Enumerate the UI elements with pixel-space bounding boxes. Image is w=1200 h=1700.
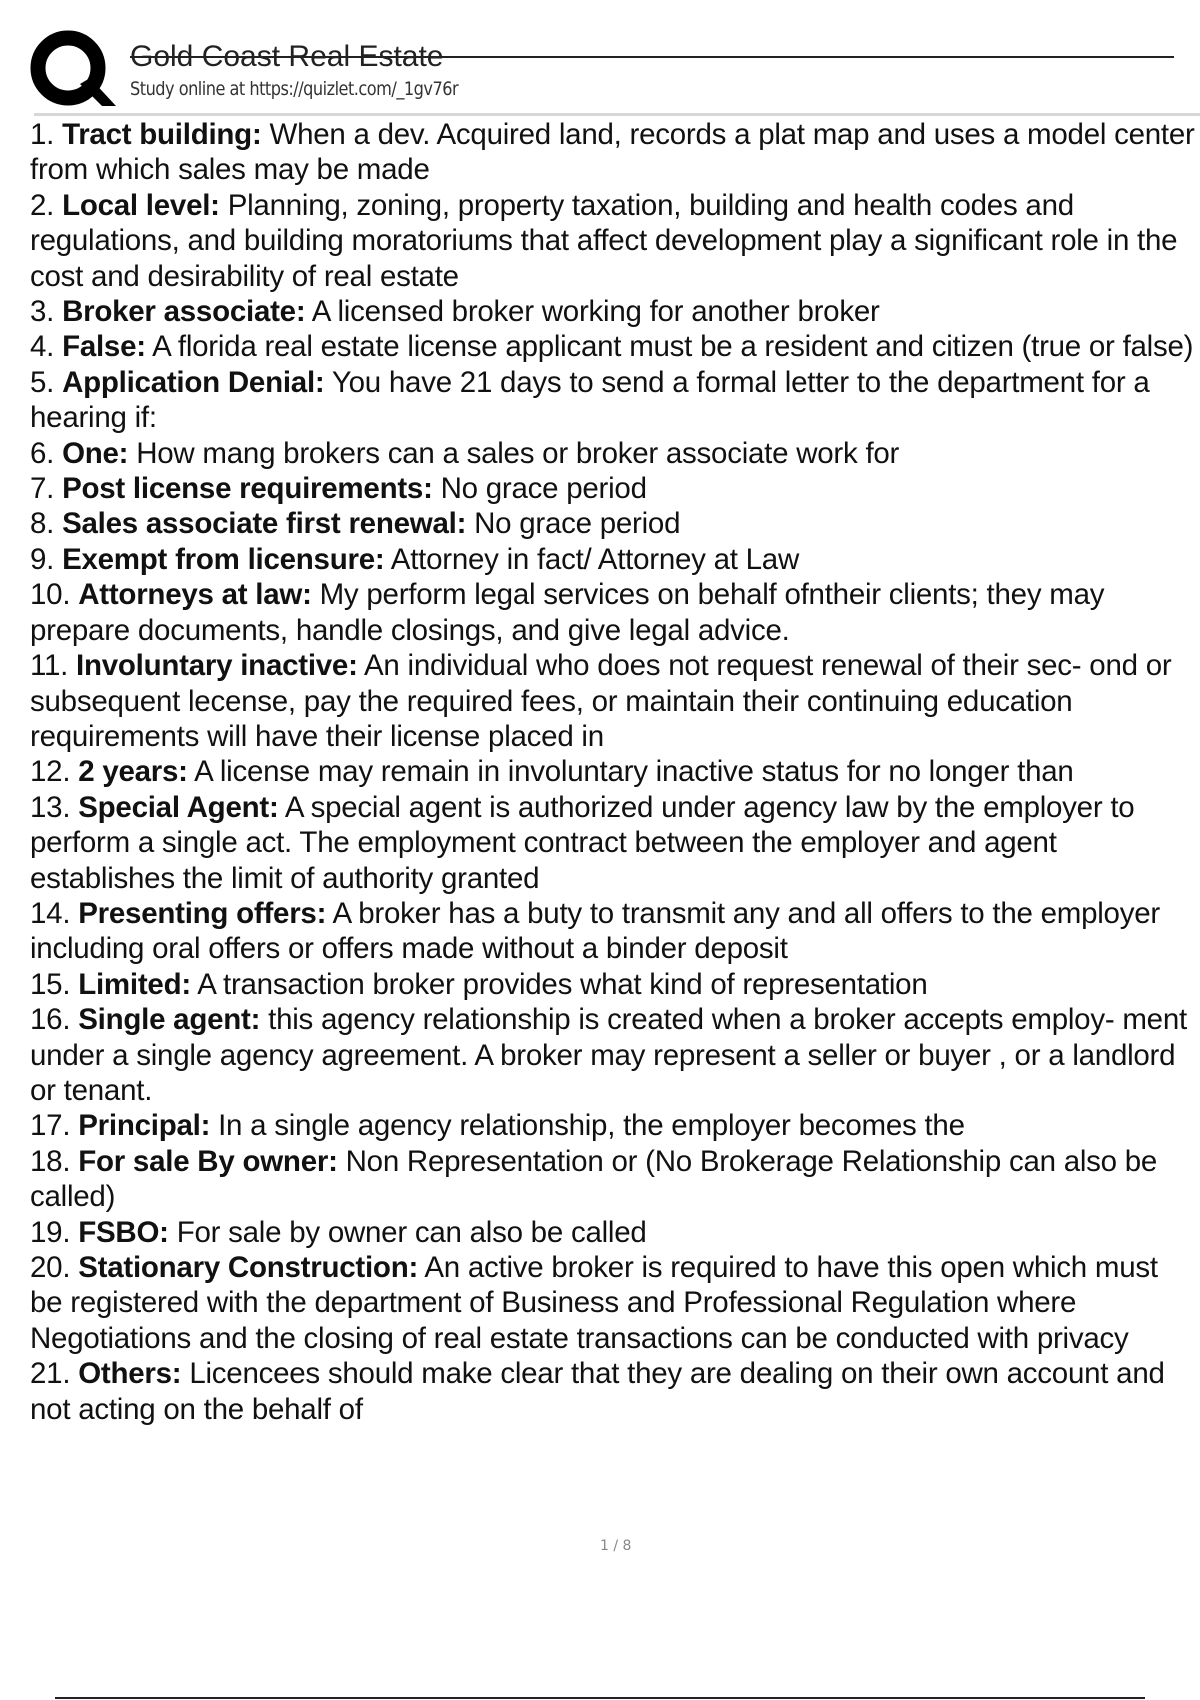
list-item <box>30 117 1198 188</box>
item-number: 5. <box>30 365 55 399</box>
list-item <box>30 1356 1198 1427</box>
item-number: 2. <box>30 188 55 222</box>
item-term: Exempt from licensure: <box>62 542 385 576</box>
item-number: 17. <box>30 1109 71 1143</box>
item-term: Sales associate first renewal: <box>62 507 467 541</box>
item-term: 2 years: <box>78 755 188 789</box>
item-definition: A license may remain in involuntary inactive status for no longer than <box>194 755 1074 789</box>
item-number: 13. <box>30 790 71 824</box>
list-item <box>30 506 1198 541</box>
item-number: 14. <box>30 896 71 930</box>
list-item <box>30 188 1198 294</box>
item-definition: When a dev. Acquired land, records a plat map and uses a model center from which sales may be made <box>30 118 1195 187</box>
item-term: Stationary Construction: <box>78 1251 419 1284</box>
item-term: FSBO: <box>78 1215 169 1249</box>
item-term: Tract building: <box>62 118 262 151</box>
list-item <box>30 1108 1198 1143</box>
item-term: Presenting offers: <box>78 896 327 930</box>
item-term: Principal: <box>78 1109 211 1143</box>
item-definition: A broker has a buty to transmit any and all offers to the employer including oral offers or offers made without a binder deposit <box>30 896 1160 966</box>
header-divider <box>34 113 1200 116</box>
item-number: 9. <box>30 542 55 576</box>
list-item <box>30 790 1198 896</box>
study-link-text[interactable]: Study online at https://quizlet.com/_1gv76r <box>130 78 459 100</box>
item-term: Broker associate: <box>62 295 306 329</box>
flashcard-list <box>30 117 1198 1427</box>
item-definition: A florida real estate license applicant must be a resident and citizen (true or false) <box>152 330 1194 364</box>
item-definition: You have 21 days to send a formal letter to the department for a hearing if: <box>30 365 1150 435</box>
footer-divider <box>55 1697 1145 1699</box>
item-number: 7. <box>30 472 55 506</box>
item-term: Single agent: <box>78 1003 261 1037</box>
item-term: False: <box>62 330 146 364</box>
list-item <box>30 1215 1198 1250</box>
item-definition: My perform legal services on behalf ofntheir clients; they may prepare documents, handle closings, and give legal advice. <box>30 578 1105 647</box>
document-header <box>30 28 1200 114</box>
item-number: 8. <box>30 507 55 541</box>
item-number: 10. <box>30 578 71 612</box>
item-definition: No grace period <box>440 472 647 506</box>
item-number: 18. <box>30 1144 71 1178</box>
item-term: Special Agent: <box>78 790 279 824</box>
item-number: 3. <box>30 295 55 329</box>
list-item <box>30 648 1198 754</box>
item-number: 1. <box>30 118 55 151</box>
quizlet-logo-icon <box>30 28 142 114</box>
item-number: 4. <box>30 330 55 364</box>
item-term: For sale By owner: <box>78 1144 338 1178</box>
item-definition: A transaction broker provides what kind of representation <box>197 967 928 1001</box>
item-definition: How mang brokers can a sales or broker associate work for <box>136 436 900 470</box>
list-item <box>30 329 1198 364</box>
item-definition: Licencees should make clear that they are dealing on their own account and not acting on the behalf of <box>30 1357 1165 1426</box>
item-term: Attorneys at law: <box>78 578 312 612</box>
item-number: 16. <box>30 1003 71 1037</box>
item-term: One: <box>62 436 129 470</box>
item-term: Involuntary inactive: <box>76 649 358 683</box>
list-item <box>30 1002 1198 1108</box>
item-number: 11. <box>30 649 69 683</box>
item-term: Local level: <box>62 188 220 222</box>
item-term: Post license requirements: <box>62 472 433 506</box>
list-item <box>30 471 1198 506</box>
item-definition: A special agent is authorized under agency law by the employer to perform a single act. The employment contract between the employer and agent establishes the limit of authority granted <box>30 790 1135 895</box>
item-definition: Attorney in fact/ Attorney at Law <box>390 542 800 576</box>
item-term: Application Denial: <box>62 365 325 399</box>
item-definition: Non Representation or (No Brokerage Relationship can also be called) <box>30 1144 1158 1214</box>
item-definition: A licensed broker working for another broker <box>311 295 880 329</box>
list-item <box>30 577 1198 648</box>
item-definition: An individual who does not request renewal of their sec- ond or subsequent lecense, pay the required fees, or maintain their continuing education requirements will have their license placed in <box>30 649 1172 753</box>
list-item <box>30 967 1198 1002</box>
list-item <box>30 754 1198 789</box>
item-number: 20. <box>30 1251 71 1284</box>
list-item <box>30 1144 1198 1215</box>
item-definition: In a single agency relationship, the employer becomes the <box>218 1109 965 1143</box>
item-definition: For sale by owner can also be called <box>176 1215 647 1249</box>
item-term: Others: <box>78 1357 182 1391</box>
item-definition: No grace period <box>474 507 681 541</box>
list-item <box>30 436 1198 471</box>
item-number: 19. <box>30 1215 71 1249</box>
item-definition: Planning, zoning, property taxation, building and health codes and regulations, and building moratoriums that affect development play a significant role in the cost and desirability of real estate <box>30 188 1178 293</box>
list-item <box>30 365 1198 436</box>
list-item <box>30 1250 1198 1356</box>
page-number: 1 / 8 <box>600 1538 632 1554</box>
document-title: Gold Coast Real Estate <box>130 40 444 73</box>
list-item <box>30 542 1198 577</box>
list-item <box>30 896 1198 967</box>
item-number: 12. <box>30 755 71 789</box>
item-number: 6. <box>30 436 55 470</box>
item-number: 21. <box>30 1357 71 1391</box>
item-number: 15. <box>30 967 71 1001</box>
item-definition: An active broker is required to have this open which must be registered with the department of Business and Professional Regulation where Negotiations and the closing of real estate transactions can be conducted with privacy <box>30 1251 1158 1355</box>
item-term: Limited: <box>78 967 191 1001</box>
item-definition: this agency relationship is created when a broker accepts employ- ment under a single agency agreement. A broker may represent a seller or buyer , or a landlord or tenant. <box>30 1003 1187 1107</box>
list-item <box>30 294 1198 329</box>
